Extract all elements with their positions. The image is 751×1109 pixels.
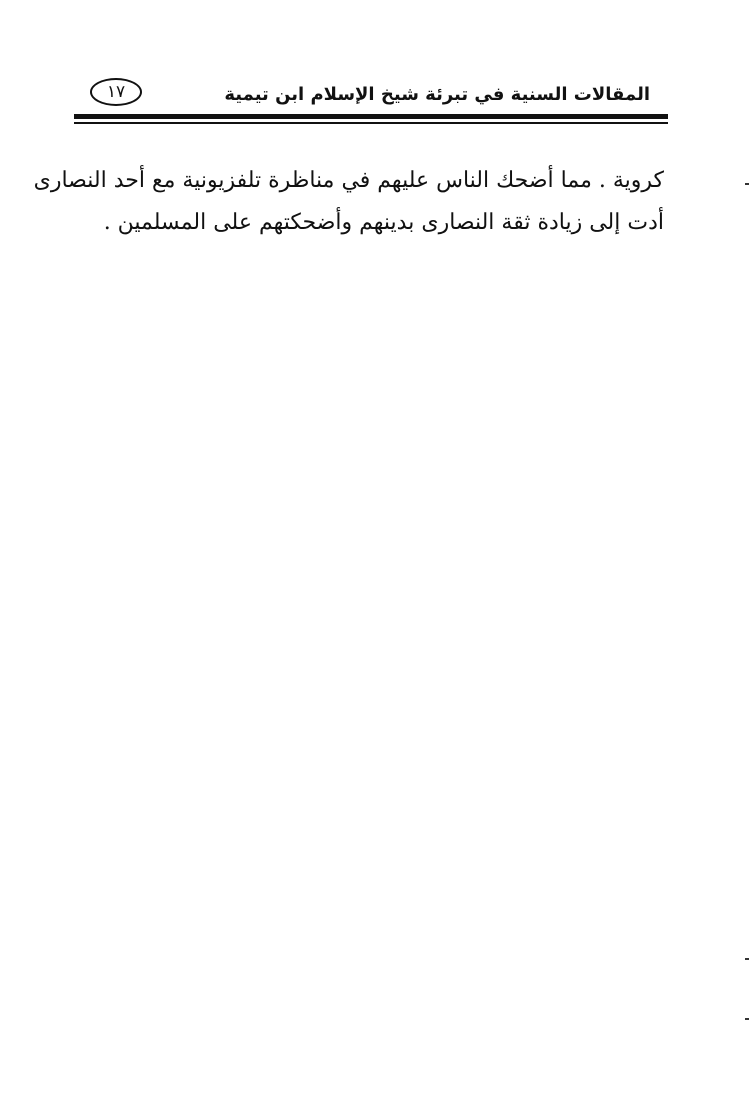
text-line-2: أدت إلى زيادة ثقة النصارى بدينهم وأضحكتهم على المسلمين . — [103, 210, 664, 235]
header-rule-thin — [74, 122, 668, 124]
text-line-1: كروية . مما أضحك الناس عليهم في مناظرة تلفزيونية مع أحد النصارى — [33, 168, 664, 193]
scan-edge-mark — [745, 1018, 749, 1020]
header-rule-thick — [74, 114, 668, 119]
page-header — [74, 72, 668, 116]
scan-edge-mark — [745, 958, 749, 960]
scan-edge-mark — [745, 183, 749, 185]
running-title: المقالات السنية في تبرئة شيخ الإسلام ابن تيمية — [224, 84, 650, 105]
page-number: ١٧ — [90, 78, 142, 106]
body-text — [33, 160, 664, 244]
